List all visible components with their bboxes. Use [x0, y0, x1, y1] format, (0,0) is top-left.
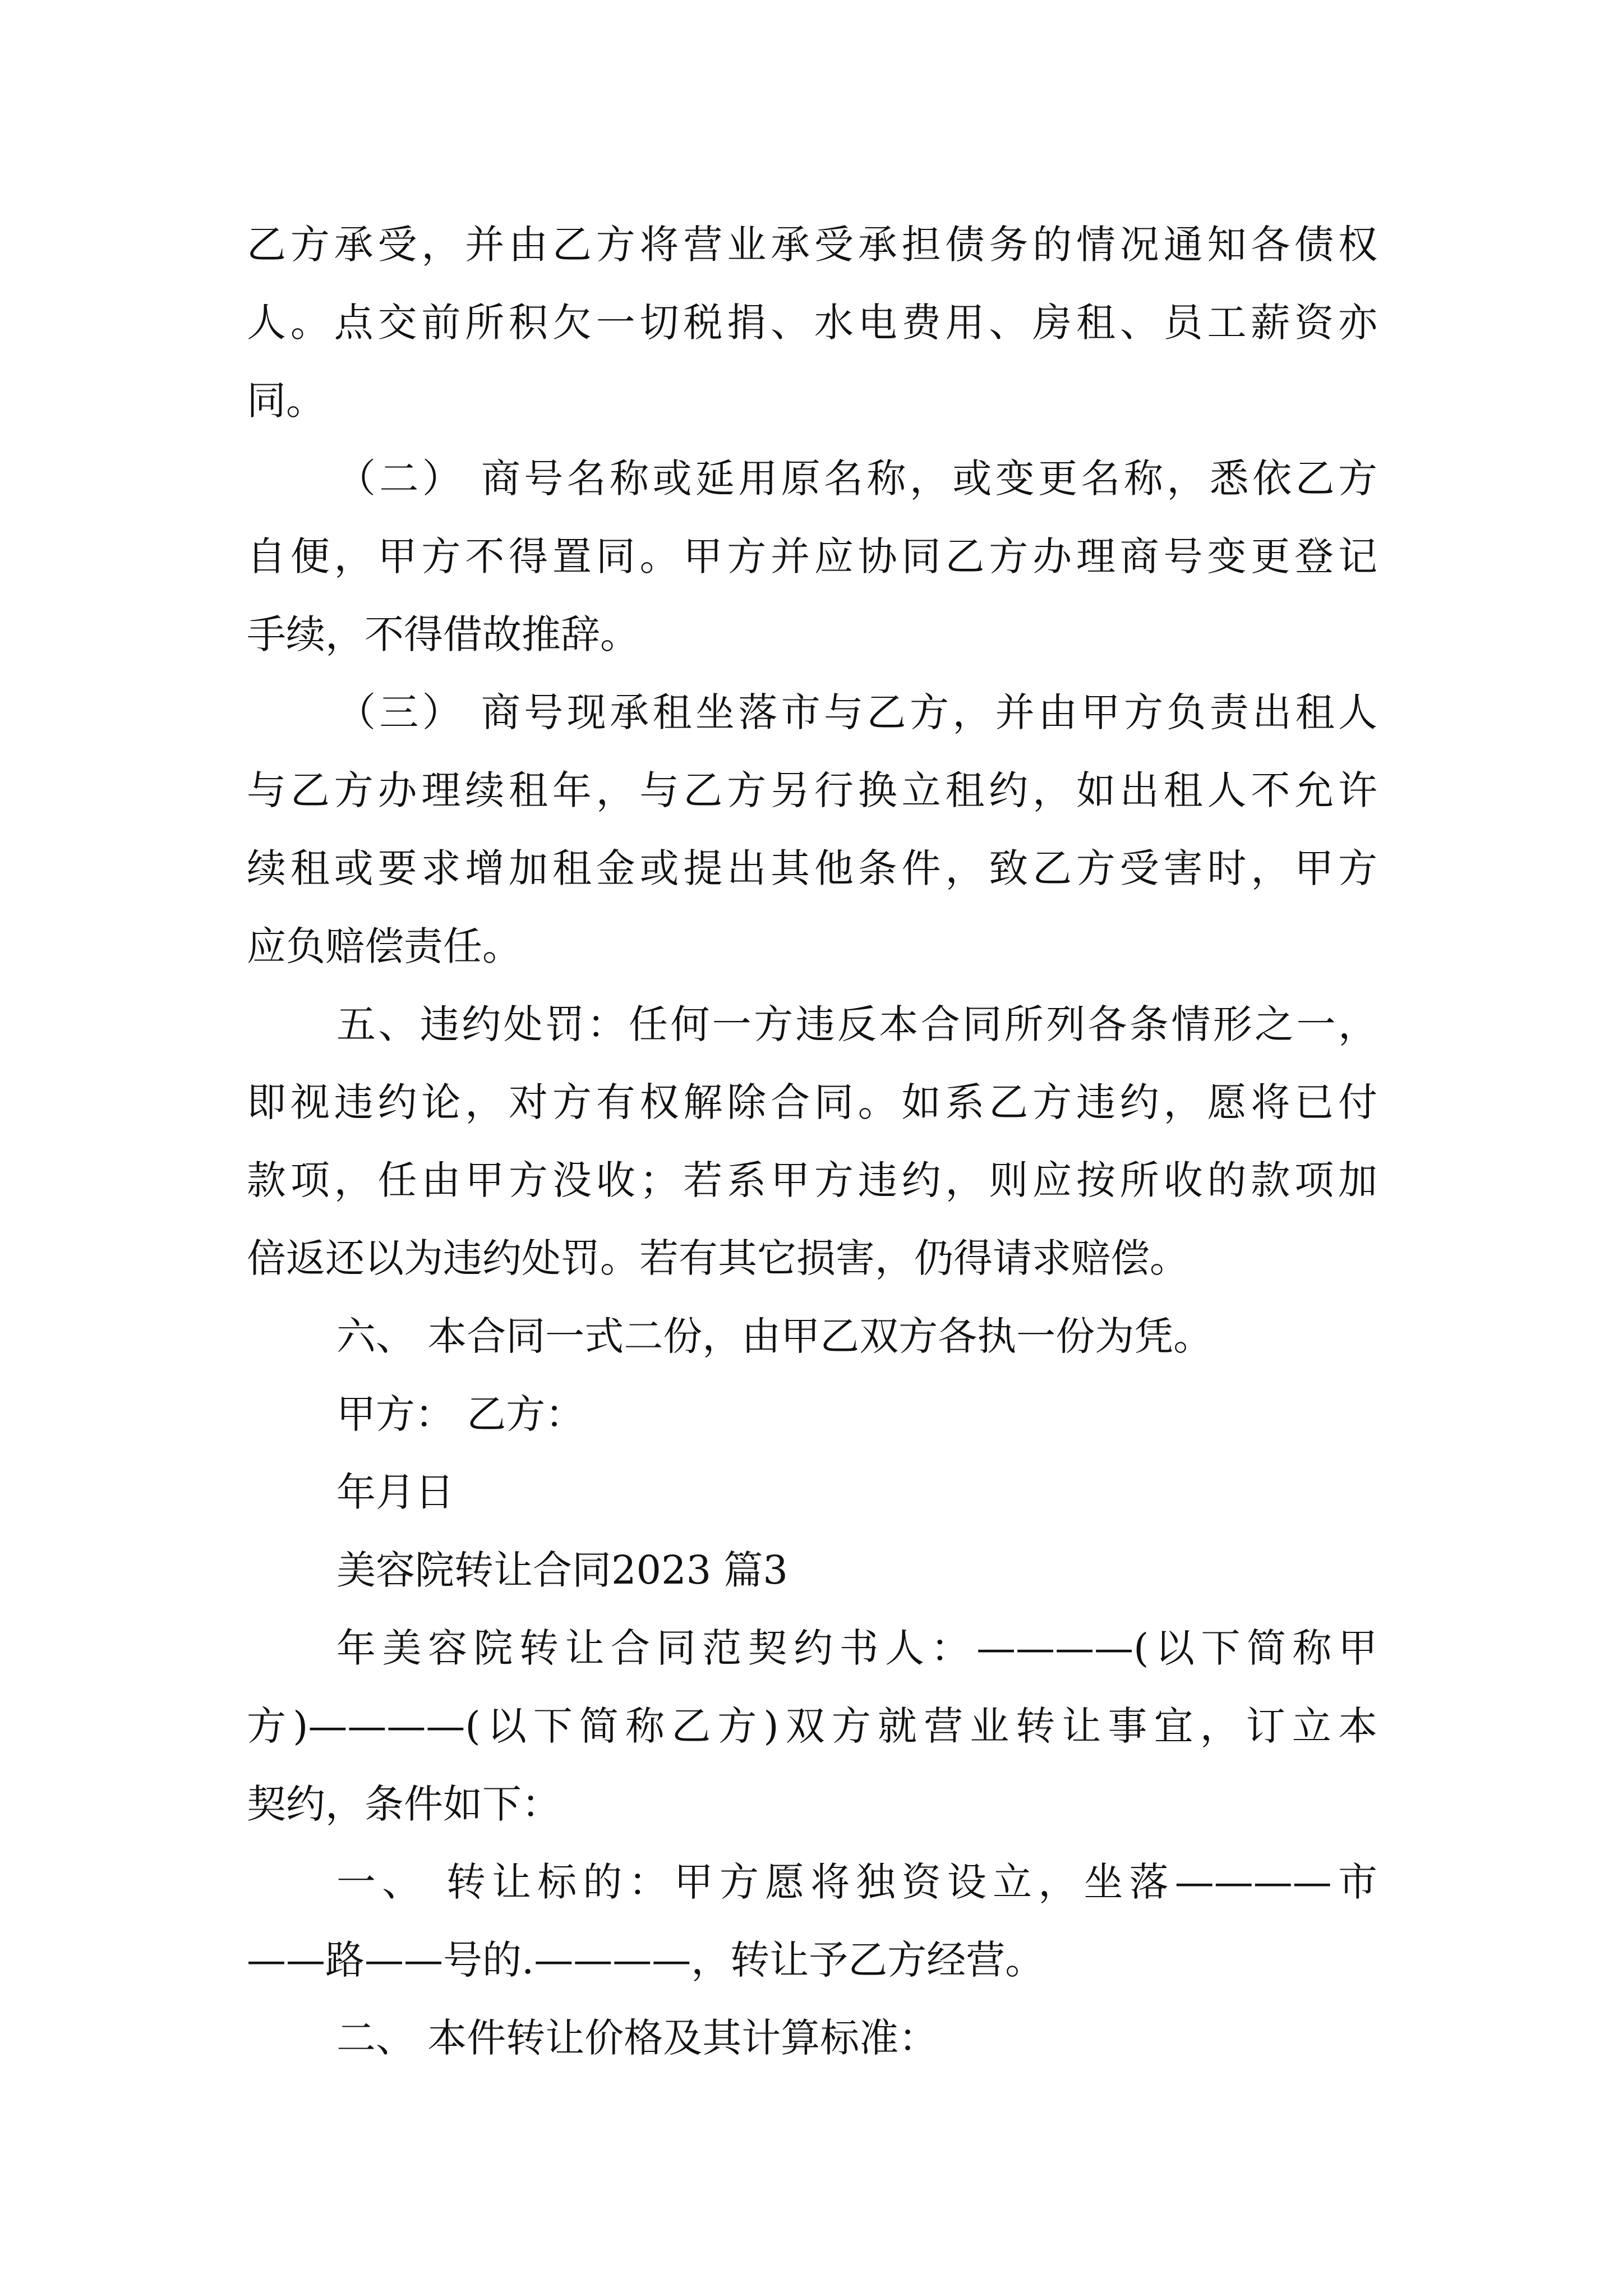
paragraph-line: 自便，甲方不得置同。甲方并应协同乙方办理商号变更登记: [247, 533, 1377, 579]
paragraph-line: 应负赔偿责任。: [247, 923, 522, 969]
paragraph-line: 乙方承受，并由乙方将营业承受承担债务的情况通知各债权: [247, 222, 1377, 268]
paragraph-line: 同。: [247, 378, 325, 424]
paragraph-line: 即视违约论，对方有权解除合同。如系乙方违约，愿将已付: [247, 1079, 1377, 1125]
paragraph-line: 方)————(以下简称乙方)双方就营业转让事宜，订立本: [247, 1703, 1377, 1749]
paragraph-line: （三） 商号现承租坐落市与乙方，并由甲方负责出租人: [336, 689, 1377, 735]
paragraph-line: 六、 本合同一式二份，由甲乙双方各执一份为凭。: [336, 1313, 1213, 1359]
paragraph-line: 契约，条件如下：: [247, 1781, 561, 1827]
paragraph-line: （二） 商号名称或延用原名称，或变更名称，悉依乙方: [336, 455, 1377, 501]
section-heading: 美容院转让合同2023 篇3: [336, 1547, 788, 1593]
paragraph-line: 年美容院转让合同范契约书人：————(以下简称甲: [336, 1625, 1377, 1671]
paragraph-line: 二、 本件转让价格及其计算标准：: [336, 2015, 938, 2061]
paragraph-line: 五、违约处罚：任何一方违反本合同所列各条情形之一，: [336, 1001, 1377, 1047]
paragraph-line: 倍返还以为违约处罚。若有其它损害，仍得请求赔偿。: [247, 1235, 1189, 1281]
date-line: 年月日: [336, 1469, 454, 1515]
signature-line: 甲方： 乙方：: [336, 1391, 585, 1437]
paragraph-line: ——路——号的.————，转让予乙方经营。: [247, 1937, 1045, 1983]
paragraph-line: 续租或要求增加租金或提出其他条件，致乙方受害时，甲方: [247, 845, 1377, 891]
paragraph-line: 一、 转让标的：甲方愿将独资设立，坐落————市: [336, 1859, 1377, 1905]
paragraph-line: 人。点交前所积欠一切税捐、水电费用、房租、员工薪资亦: [247, 300, 1377, 346]
paragraph-line: 与乙方办理续租年，与乙方另行换立租约，如出租人不允许: [247, 767, 1377, 813]
paragraph-line: 手续，不得借故推辞。: [247, 611, 639, 657]
paragraph-line: 款项，任由甲方没收；若系甲方违约，则应按所收的款项加: [247, 1157, 1377, 1203]
